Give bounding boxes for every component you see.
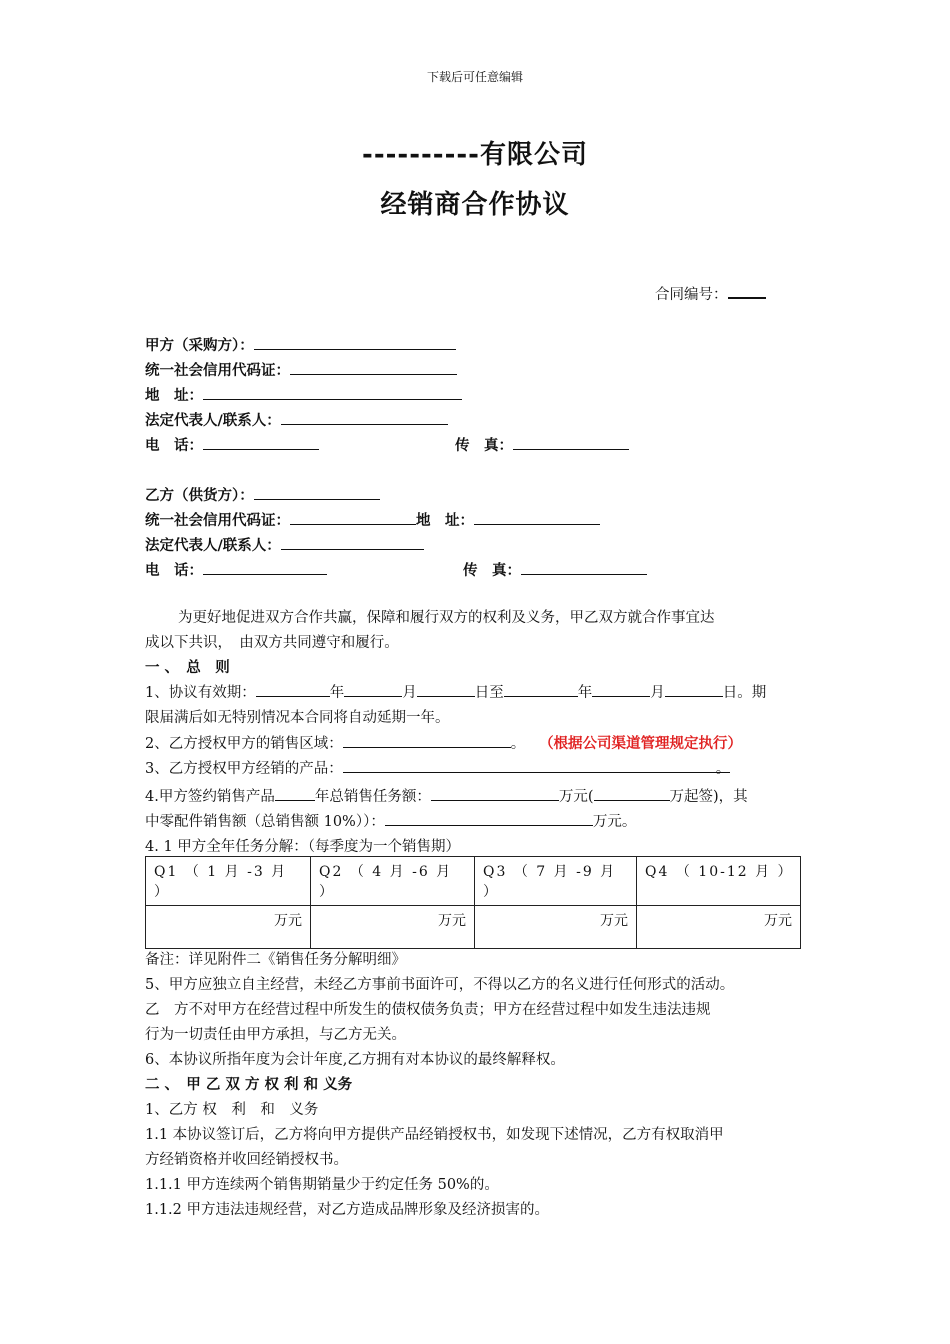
party-b-credit-label: 统一社会信用代码证： — [145, 513, 290, 529]
party-b-rights-heading: 1、乙方 权 利 和 义务 — [145, 1102, 319, 1118]
party-a-credit-row — [145, 359, 457, 380]
party-a-name-label: 甲方（采购方）： — [145, 338, 254, 354]
start-day-blank[interactable] — [417, 681, 475, 697]
item5-line-1: 5、甲方应独立自主经营，未经乙方事前书面许可，不得以乙方的名义进行任何形式的活动。 — [145, 977, 735, 993]
target-label-1: 4.甲方签约销售产品 — [145, 789, 275, 805]
item5-line-2: 乙 方不对甲方在经营过程中所发生的债权债务负责；甲方在经营过程中如发生违法违规 — [145, 1002, 711, 1018]
party-a-name-row — [145, 334, 456, 355]
company-title: ----------有限公司 — [362, 140, 588, 170]
sales-target-line-1 — [145, 785, 748, 806]
channel-rule-note: （根据公司渠道管理规定执行） — [539, 736, 743, 752]
party-b-name-label: 乙方（供货方）： — [145, 488, 254, 504]
document-title: 经销商合作协议 — [380, 190, 570, 220]
party-b-address-blank[interactable] — [474, 509, 600, 525]
q4-amount-cell[interactable]: 万元 — [637, 906, 801, 949]
parts-sales-blank[interactable] — [385, 810, 593, 826]
term-line-2: 限届满后如无特别情况本合同将自动延期一年。 — [145, 710, 450, 726]
end-day-blank[interactable] — [665, 681, 723, 697]
party-b-fax-row — [463, 559, 647, 580]
end-month-blank[interactable] — [592, 681, 650, 697]
q3-header: Q3 （ 7 月 -9 月 ） — [475, 857, 637, 906]
month-label: 月 — [402, 685, 417, 701]
item5-line-3: 行为一切责任由甲方承担，与乙方无关。 — [145, 1027, 406, 1043]
target-label-2: 年总销售任务额： — [314, 789, 431, 805]
party-a-rep-row — [145, 409, 448, 430]
clause-1-1-line-2: 方经销资格并收回经销授权书。 — [145, 1152, 348, 1168]
quarterly-task-table — [145, 856, 801, 949]
target-label-4: 万起签)，其 — [669, 789, 748, 805]
party-a-name-blank[interactable] — [254, 334, 456, 350]
products-period: 。 — [715, 761, 731, 777]
sales-region-label: 2、乙方授权甲方的销售区域： — [145, 736, 343, 752]
party-b-phone-blank[interactable] — [203, 559, 327, 575]
item6-line: 6、本协议所指年度为会计年度,乙方拥有对本协议的最终解释权。 — [145, 1052, 565, 1068]
section-1-heading: 一 、 总 则 — [145, 660, 230, 676]
party-a-fax-row — [455, 434, 629, 455]
contract-number — [655, 282, 766, 304]
products-blank[interactable] — [343, 757, 730, 773]
intro-line-1: 为更好地促进双方合作共赢，保障和履行双方的权利及义务，甲乙双方就合作事宜达 — [178, 610, 715, 626]
party-b-name-row — [145, 484, 380, 505]
party-b-rep-blank[interactable] — [281, 534, 424, 550]
party-a-rep-blank[interactable] — [281, 409, 448, 425]
party-a-phone-label: 电 话： — [145, 438, 203, 454]
parts-sales-unit: 万元。 — [592, 814, 637, 830]
products-line — [145, 757, 730, 778]
year-label-2: 年 — [577, 685, 593, 701]
parts-sales-label: 中零配件销售额（总销售额 10%））： — [145, 814, 385, 830]
party-b-name-blank[interactable] — [254, 484, 380, 500]
party-b-address-label: 地 址： — [416, 513, 474, 529]
q2-amount-cell[interactable]: 万元 — [311, 906, 475, 949]
party-a-address-blank[interactable] — [203, 384, 462, 400]
sales-region-blank[interactable] — [343, 732, 511, 748]
year-label: 年 — [329, 685, 345, 701]
products-label: 3、乙方授权甲方经销的产品： — [145, 761, 343, 777]
minimum-amount-blank[interactable] — [594, 785, 670, 801]
q3-amount-cell[interactable]: 万元 — [475, 906, 637, 949]
clause-1-1-1: 1.1.1 甲方连续两个销售期销量少于约定任务 50%的。 — [145, 1177, 499, 1193]
party-a-fax-label: 传 真： — [455, 438, 513, 454]
clause-1-1-line-1: 1.1 本协议签订后，乙方将向甲方提供产品经销授权书，如发现下述情况，乙方有权取消甲 — [145, 1127, 724, 1143]
party-b-credit-row — [145, 509, 600, 530]
party-a-phone-row — [145, 434, 319, 455]
q4-header: Q4 （ 10-12 月 ） — [637, 857, 801, 906]
contract-number-blank[interactable] — [728, 282, 766, 299]
start-year-blank[interactable] — [256, 681, 330, 697]
sales-target-line-2 — [145, 810, 636, 831]
party-a-address-row — [145, 384, 462, 405]
month-label-2: 月 — [650, 685, 665, 701]
section-2-heading: 二 、 甲 乙 双 方 权 利 和 义务 — [145, 1077, 353, 1093]
clause-1-1-2: 1.1.2 甲方违法违规经营，对乙方造成品牌形象及经济损害的。 — [145, 1202, 550, 1218]
quarterly-breakdown-heading: 4. 1 甲方全年任务分解：（每季度为一个销售期） — [145, 839, 461, 855]
term-line-1 — [145, 681, 766, 702]
q1-header: Q1 （ 1 月 -3 月 ） — [146, 857, 311, 906]
party-b-phone-label: 电 话： — [145, 563, 203, 579]
start-month-blank[interactable] — [344, 681, 402, 697]
download-note: 下载后可任意编辑 — [426, 70, 523, 84]
end-year-blank[interactable] — [504, 681, 578, 697]
party-a-address-label: 地 址： — [145, 388, 203, 404]
party-b-rep-row — [145, 534, 424, 555]
party-a-credit-blank[interactable] — [290, 359, 457, 375]
intro-line-2: 成以下共识， 由双方共同遵守和履行。 — [145, 635, 399, 651]
q1-amount-cell[interactable]: 万元 — [146, 906, 311, 949]
party-b-fax-blank[interactable] — [521, 559, 647, 575]
party-a-phone-blank[interactable] — [203, 434, 319, 450]
party-b-fax-label: 传 真： — [463, 563, 521, 579]
target-amount-blank[interactable] — [431, 785, 559, 801]
party-a-fax-blank[interactable] — [513, 434, 629, 450]
target-label-3: 万元( — [558, 789, 594, 805]
party-a-rep-label: 法定代表人/联系人： — [145, 413, 281, 429]
party-a-credit-label: 统一社会信用代码证： — [145, 363, 290, 379]
term-label: 1、协议有效期： — [145, 685, 256, 701]
to-label: 日至 — [474, 685, 504, 701]
target-year-blank[interactable] — [275, 785, 315, 801]
q2-header: Q2 （ 4 月 -6 月 ） — [311, 857, 475, 906]
party-b-credit-blank[interactable] — [290, 509, 416, 525]
sales-region-line — [145, 732, 742, 753]
party-b-rep-label: 法定代表人/联系人： — [145, 538, 281, 554]
party-b-phone-row — [145, 559, 327, 580]
remark-line: 备注：详见附件二《销售任务分解明细》 — [145, 952, 406, 968]
sales-region-period: 。 — [510, 736, 526, 752]
day-end-label: 日。期 — [722, 685, 767, 701]
contract-number-label: 合同编号： — [655, 287, 728, 303]
